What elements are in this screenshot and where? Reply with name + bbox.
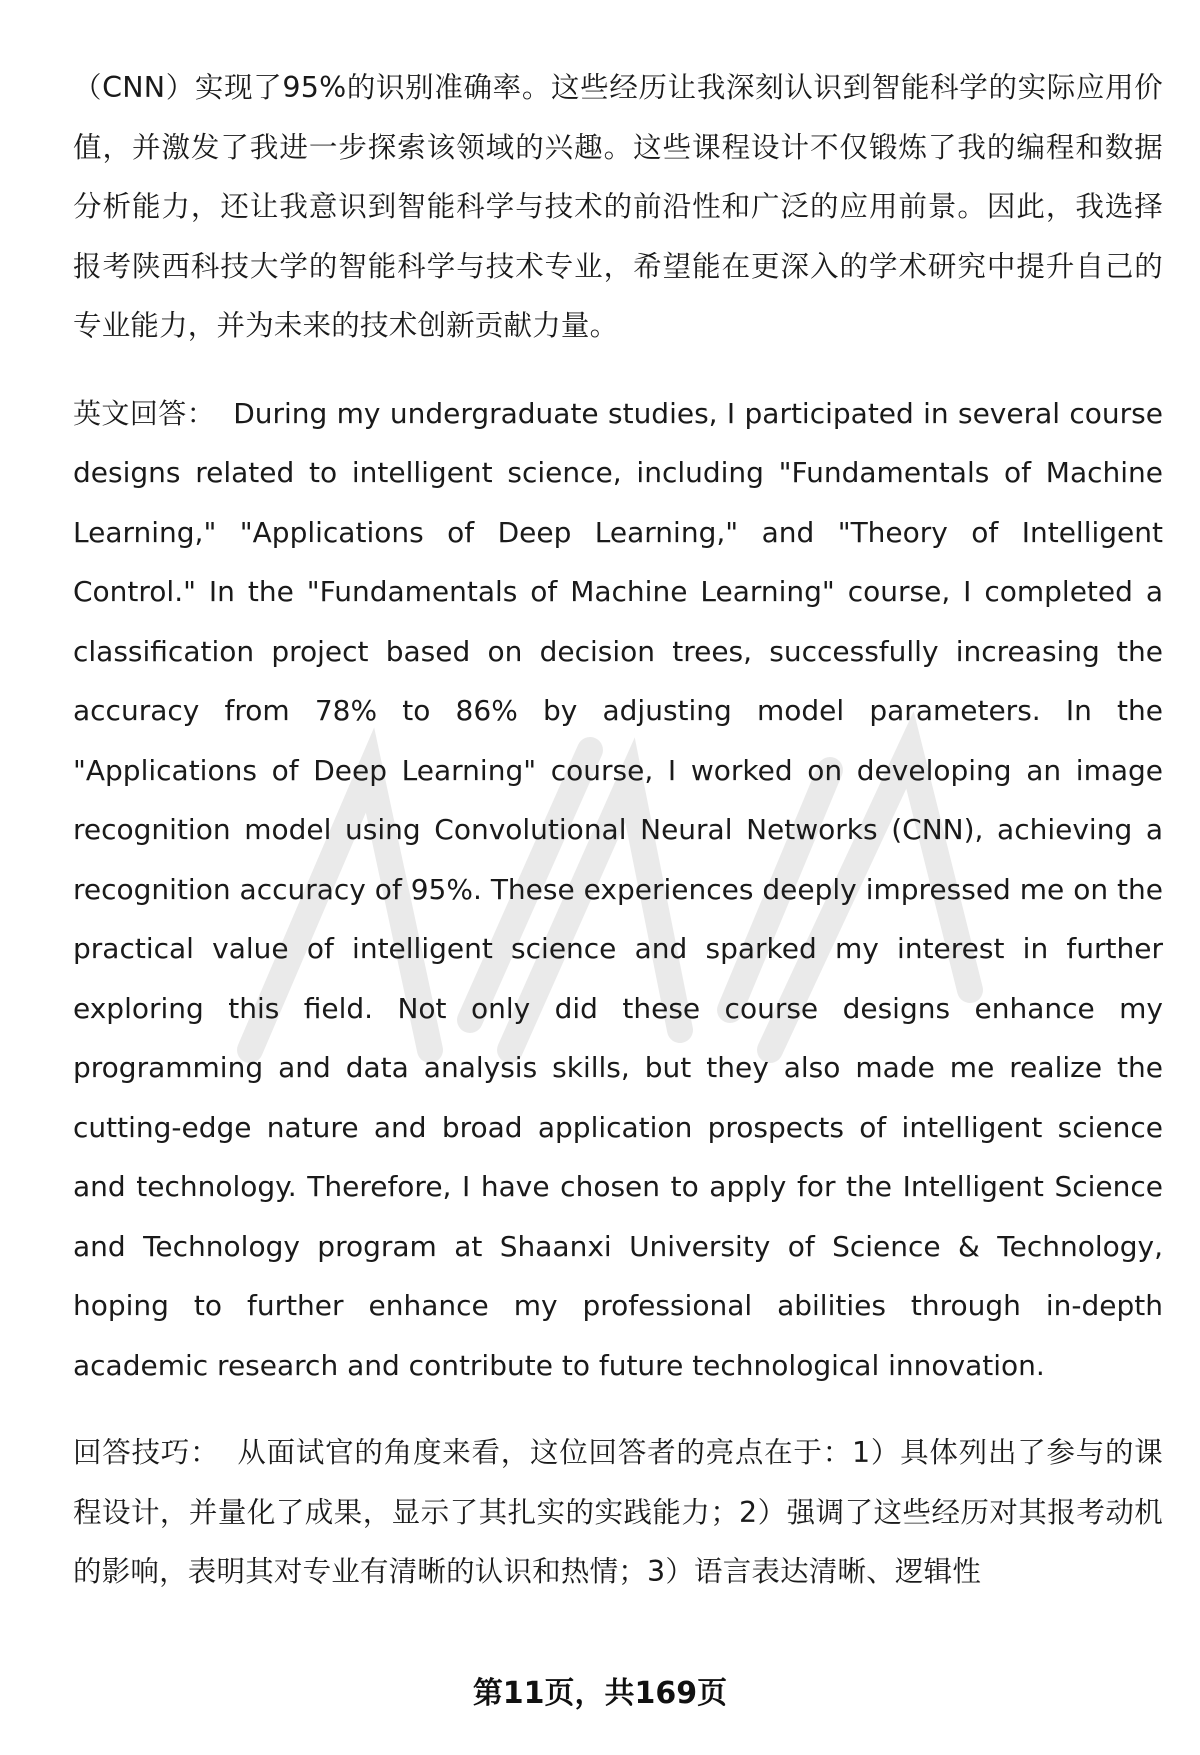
english-answer-label: 英文回答： [73, 396, 216, 430]
english-answer-paragraph [73, 384, 1163, 1396]
intro-paragraph: （CNN）实现了95%的识别准确率。这些经历让我深刻认识到智能科学的实际应用价值，并激发了我进一步探索该领域的兴趣。这些课程设计不仅锻炼了我的编程和数据分析能力，还让我意识到智能科学与技术的前沿性和广泛的应用前景。因此，我选择报考陕西科技大学的智能科学与技术专业，希望能在更深入的学术研究中提升自己的专业能力，并为未来的技术创新贡献力量。 [73, 71, 1163, 342]
answer-tips-text: 从面试官的角度来看，这位回答者的亮点在于：1）具体列出了参与的课程设计，并量化了成果，显示了其扎实的实践能力；2）强调了这些经历对其报考动机的影响，表明其对专业有清晰的认识和热情；3）语言表达清晰、逻辑性 [73, 1436, 1163, 1588]
answer-tips-paragraph [73, 1423, 1163, 1602]
page-number: 第11页，共169页 [472, 1676, 728, 1711]
english-answer-text: During my undergraduate studies, I participated in several course designs related to intelligent science, including "Fundamentals of Machine Learning," "Applications of Deep Learning," and "Theory of Intelligent Control." In the "Fundamentals of Machine Learning" course, I completed a classification project based on decision trees, successfully increasing the accuracy from 78% to 86% by adjusting model parameters. In the "Applications of Deep Learning" course, I worked on developing an image recognition model using Convolutional Neural Networks (CNN), achieving a recognition accuracy of 95%. These experiences deeply impressed me on the practical value of intelligent science and sparked my interest in further exploring this field. Not only did these course designs enhance my programming and data analysis skills, but they also made me realize the cutting-edge nature and broad application prospects of intelligent science and technology. Therefore, I have chosen to apply for the Intelligent Science and Technology program at Shaanxi University of Science & Technology, hoping to further enhance my professional abilities through in-depth academic research and contribute to future technological innovation. [73, 396, 1163, 1382]
document-body [73, 58, 1163, 1602]
answer-tips-label: 回答技巧： [73, 1436, 220, 1469]
